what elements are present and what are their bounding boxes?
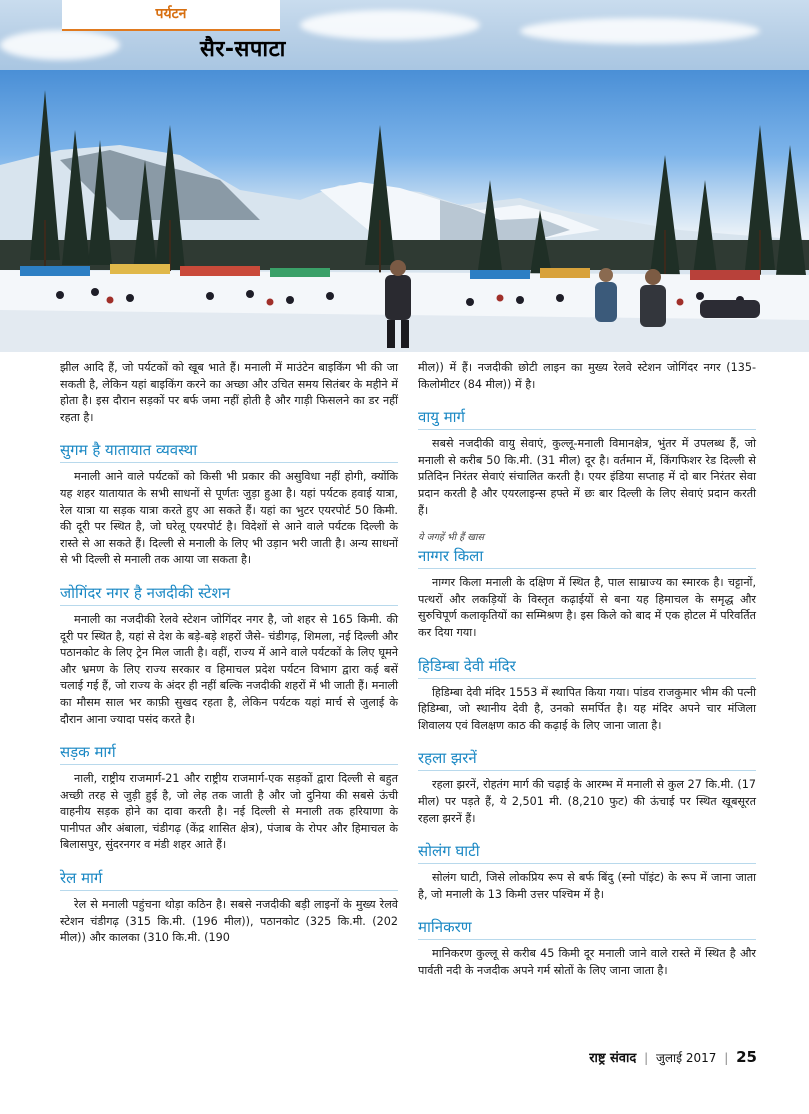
intro-paragraph: झील आदि हैं, जो पर्यटकों को खूब भाते हैं। मनाली में माउंटेन बाइकिंग भी की जा सकती है, लेकिन यहां बाइकिंग करने का अच्छा और उचित समय सितंबर के महीने में होता है। इस दौरान सड़कों पर बर्फ जमा नहीं होती है और गाड़ी फिसलने का डर नहीं रहता है। [60,361,398,424]
footer-separator: | [644,1051,649,1065]
subhead-special-places: ये जगहें भी हैं खास [418,532,484,544]
heading-road-route: सड़क मार्ग [60,742,398,765]
paragraph-air-route: सबसे नजदीकी वायु सेवाएं, कुल्लू-मनाली विमानक्षेत्र, भुंतर में उपलब्ध हैं, जो मनाली से करीब 50 कि.मी. (31 मील) दूर है। वर्तमान में, किंगफिशर रेड दिल्ली से प्रतिदिन निरंतर सेवाएं संचालित करती है। एयर इंडिया सप्ताह में दो बार निरंतर सेवा प्रदान करती है और एयरलाइन्स हफ्ते में छः बार दिल्ली के लिए सेवाएं प्रदान करती हैं। [418,437,756,517]
heading-solang-valley: सोलंग घाटी [418,841,756,864]
page-footer [589,1048,757,1066]
issue-date: जुलाई 2017 [656,1051,717,1065]
paragraph-transport: मनाली आने वाले पर्यटकों को किसी भी प्रकार की असुविधा नहीं होगी, क्योंकि यह शहर यातायात के सभी साधनों से पूर्णतः जुड़ा हुआ है। यहां पर्यटक हवाई यात्रा, रेल यात्रा या सड़क यात्रा करते हुए आ सकते हैं। यहां का भुटर एयरपोर्ट 50 किमी. की दूरी पर स्थित है, जो घरेलू एयरपोर्ट है। विदेशों से आने वाले पर्यटक दिल्ली के रास्ते से आ सकते हैं। दिल्ली से मनाली के लिए भी उड़ान भरी जाती है। अन्य साधनों से भी दिल्ली से मनाली तक आया जा सकता है। [60,470,398,567]
paragraph-road-route: नाली, राष्ट्रीय राजमार्ग-21 और राष्ट्रीय राजमार्ग-एक सड़कों द्वारा दिल्ली से बहुत अच्छी तरह से जुड़ी हुई है, जो लेह तक जाती है और जो दुनिया की सबसे ऊंची वाहनीय सड़क होने का दावा करती है। नई दिल्ली से मनाली तक हरियाणा के पानीपत और अंबाला, चंडीगढ़ (केंद्र शासित क्षेत्र), पंजाब के रोपर और हिमाचल के बिलासपुर, सुंदरनगर व मंडी शहर आते हैं। [60,772,398,852]
heading-hidimba-temple: हिडिम्बा देवी मंदिर [418,656,756,679]
heading-manikaran: मानिकरण [418,917,756,940]
page-title: सैर-सपाटा [200,37,286,62]
left-column [60,360,398,947]
paragraph-naggar-fort: नाग्गर किला मनाली के दक्षिण में स्थित है, पाल साम्राज्य का स्मारक है। चट्टानों, पत्थरों और लकड़ियों के विस्तृत कढ़ाईयों से बना यह हिमाचल के समृद्ध और सुरुचिपूर्ण कलाकृतियों का सम्मिश्रण है। इस किले को बाद में एक होटल में परिवर्तित कर दिया गया। [418,576,756,639]
right-column [418,360,756,979]
page-number: 25 [736,1048,757,1066]
heading-rail-route: रेल मार्ग [60,868,398,891]
paragraph-rahla-falls: रहला झरनें, रोहतंग मार्ग की चढ़ाई के आरम्भ में मनाली से कुल 27 कि.मी. (17 मील) पर पड़ते हैं, ये 2,501 मी. (8,210 फुट) की ऊंचाई पर स्थित खूबसूरत रहला झरनें हैं। [418,778,756,825]
paragraph-rail-route: रेल से मनाली पहुंचना थोड़ा कठिन है। सबसे नजदीकी बड़ी लाइनों के मुख्य रेलवे स्टेशन चंडीगढ़ (315 कि.मी. (196 मील)), पठानकोट (325 कि.मी. (202 मील)) और कालका (310 कि.मी. (190 [60,898,398,945]
heading-nearest-station: जोगिंदर नगर है नजदीकी स्टेशन [60,583,398,606]
paragraph-solang-valley: सोलंग घाटी, जिसे लोकप्रिय रूप से बर्फ बिंदु (स्नो पॉइंट) के रूप में जाना जाता है, जो मनाली के 13 किमी उत्तर पश्चिम में है। [418,871,756,901]
heading-air-route: वायु मार्ग [418,407,756,430]
header-band [0,0,809,70]
footer-separator-2: | [724,1051,729,1065]
section-label: पर्यटन [62,0,280,31]
heading-rahla-falls: रहला झरनें [418,748,756,771]
hero-photo [0,70,809,352]
magazine-name: राष्ट्र संवाद [589,1051,637,1066]
paragraph-manikaran: मानिकरण कुल्लू से करीब 45 किमी दूर मनाली जाने वाले रास्ते में स्थित है और पार्वती नदी के नजदीक अपने गर्म स्रोतों के लिए जाना जाता है। [418,947,756,977]
paragraph-hidimba-temple: हिडिम्बा देवी मंदिर 1553 में स्थापित किया गया। पांडव राजकुमार भीम की पत्नी हिडिम्बा, जो स्थानीय देवी है, उनको समर्पित है। यह मंदिर अपने चार मंजिला शिवालय एवं विलक्षण काठ की कढ़ाई के लिए जाना जाता है। [418,685,756,732]
snow-valley-photo-icon [0,70,809,352]
heading-naggar-fort: नाग्गर किला [418,546,756,569]
paragraph-nearest-station: मनाली का नजदीकी रेलवे स्टेशन जोगिंदर नगर है, जो शहर से 165 किमी. की दूरी पर स्थित है, यहां से देश के बड़े-बड़े शहरों जैसे- चंडीगढ़, शिमला, नई दिल्ली और पठानकोट के लिए ट्रेन मिल जाती है। वहीं, राज्य में आने वाले पर्यटकों के लिए घूमने और भ्रमण के लिए राज्य सरकार व हिमाचल प्रदेश पर्यटन विभाग द्वारा कई बसें चलाई गई हैं, जो राज्य के अंदर ही नहीं बल्कि नजदीकी शहरों में भी जाती हैं। मनाली का मौसम साल भर काफ़ी सुखद रहता है, लेकिन पर्यटक यहां मार्च से जुलाई के दौरान आना ज्यादा पसंद करते है। [60,612,398,726]
heading-transport: सुगम है यातायात व्यवस्था [60,440,398,463]
rail-continued-paragraph: मील)) में हैं। नजदीकी छोटी लाइन का मुख्य रेलवे स्टेशन जोगिंदर नगर (135-किलोमीटर (84 मील)) में है। [418,361,756,391]
